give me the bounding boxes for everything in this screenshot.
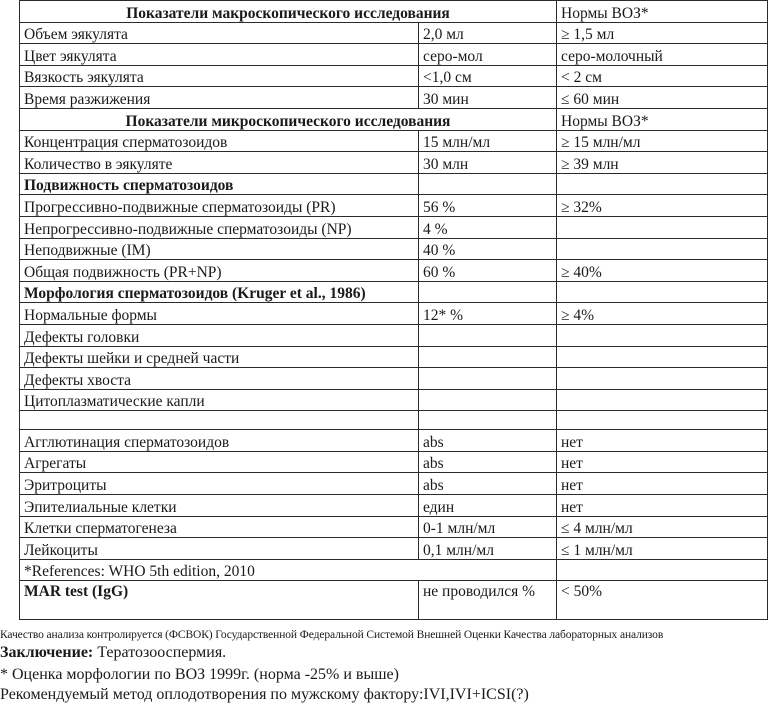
value-cell: <1,0 см: [419, 65, 557, 87]
mar-test-label: MAR test (IgG): [20, 581, 419, 620]
morphology-footnote: * Оценка морфологии по ВОЗ 1999г. (норма -25% и выше): [0, 666, 399, 683]
empty-cell: [419, 411, 557, 430]
param-cell: Агглютинация сперматозоидов: [20, 430, 419, 452]
table-row: [20, 44, 768, 66]
param-cell: Эритроциты: [20, 473, 419, 495]
norm-cell: нет: [557, 495, 768, 517]
norm-cell: ≥ 39 млн: [557, 152, 768, 174]
norm-cell: нет: [557, 451, 768, 473]
references-row: [20, 559, 768, 581]
micro-section-title: Показатели микроскопического исследования: [20, 108, 557, 130]
value-cell: 15 млн/мл: [419, 130, 557, 152]
table-row: [20, 22, 768, 44]
norm-cell: [557, 346, 768, 368]
morphology-subheader-row: [20, 281, 768, 303]
empty-cell: [20, 411, 419, 430]
norm-cell: ≥ 15 млн/мл: [557, 130, 768, 152]
param-cell: Концентрация сперматозоидов: [20, 130, 419, 152]
param-cell: Общая подвижность (PR+NP): [20, 260, 419, 282]
quality-control-note: Качество анализа контролируется (ФСВОК) Государственной Федеральной Системой Внешней Оценки Качества лабораторных анализов: [0, 629, 664, 641]
table-row: [20, 87, 768, 109]
value-cell: 60 %: [419, 260, 557, 282]
table-row: [20, 65, 768, 87]
norm-cell: серо-молочный: [557, 44, 768, 66]
table-row: [20, 473, 768, 495]
table-row: [20, 430, 768, 452]
table-row: [20, 495, 768, 517]
norm-cell: [557, 216, 768, 238]
norm-cell: ≤ 60 мин: [557, 87, 768, 109]
param-cell: Агрегаты: [20, 451, 419, 473]
micro-header-row: [20, 108, 768, 130]
param-cell: Объем эякулята: [20, 22, 419, 44]
value-cell: [419, 389, 557, 411]
table-row: [20, 451, 768, 473]
norm-cell: ≤ 4 млн/мл: [557, 516, 768, 538]
param-cell: Неподвижные (IM): [20, 238, 419, 260]
table-row: [20, 195, 768, 217]
value-cell: 0-1 млн/мл: [419, 516, 557, 538]
value-cell: [419, 324, 557, 346]
norm-cell: ≥ 32%: [557, 195, 768, 217]
recommended-method: Рекомендуемый метод оплодотворения по мужскому фактору:IVI,IVI+ICSI(?): [0, 686, 529, 703]
table-row: [20, 260, 768, 282]
macro-header-row: [20, 1, 768, 23]
mar-test-value: не проводился %: [419, 581, 557, 620]
value-cell: 30 млн: [419, 152, 557, 174]
results-table: [19, 0, 768, 620]
value-cell: 4 %: [419, 216, 557, 238]
norm-cell: ≤ 1 млн/мл: [557, 538, 768, 560]
norm-cell: [557, 238, 768, 260]
value-cell: [419, 346, 557, 368]
value-cell: abs: [419, 451, 557, 473]
value-cell: 56 %: [419, 195, 557, 217]
value-cell: 2,0 мл: [419, 22, 557, 44]
norm-cell: < 2 см: [557, 65, 768, 87]
norm-cell: ≥ 1,5 мл: [557, 22, 768, 44]
table-row: [20, 516, 768, 538]
value-cell: 40 %: [419, 238, 557, 260]
empty-cell: [557, 281, 768, 303]
table-row: [20, 538, 768, 560]
param-cell: Клетки сперматогенеза: [20, 516, 419, 538]
table-row: [20, 238, 768, 260]
param-cell: Дефекты хвоста: [20, 368, 419, 390]
table-row: [20, 303, 768, 325]
param-cell: Дефекты головки: [20, 324, 419, 346]
norm-cell: ≥ 4%: [557, 303, 768, 325]
param-cell: Цитоплазматические капли: [20, 389, 419, 411]
param-cell: Количество в эякуляте: [20, 152, 419, 174]
empty-cell: [419, 173, 557, 195]
value-cell: един: [419, 495, 557, 517]
mar-test-row: [20, 581, 768, 620]
references-note: *References: WHO 5th edition, 2010: [20, 559, 557, 581]
macro-norm-header: Нормы ВОЗ*: [557, 1, 768, 23]
table-row: [20, 368, 768, 390]
table-row: [20, 216, 768, 238]
norm-cell: [557, 368, 768, 390]
empty-cell: [419, 281, 557, 303]
param-cell: Дефекты шейки и средней части: [20, 346, 419, 368]
value-cell: abs: [419, 473, 557, 495]
value-cell: серо-мол: [419, 44, 557, 66]
table-row: [20, 152, 768, 174]
param-cell: Лейкоциты: [20, 538, 419, 560]
motility-subheader-row: [20, 173, 768, 195]
spacer-row: [20, 411, 768, 430]
value-cell: 12* %: [419, 303, 557, 325]
table-row: [20, 389, 768, 411]
value-cell: [419, 368, 557, 390]
param-cell: Цвет эякулята: [20, 44, 419, 66]
conclusion: [0, 644, 770, 662]
norm-cell: [557, 324, 768, 346]
param-cell: Время разжижения: [20, 87, 419, 109]
motility-section-title: Подвижность сперматозоидов: [20, 173, 419, 195]
value-cell: abs: [419, 430, 557, 452]
param-cell: Нормальные формы: [20, 303, 419, 325]
value-cell: 30 мин: [419, 87, 557, 109]
table-row: [20, 130, 768, 152]
param-cell: Прогрессивно-подвижные сперматозоиды (PR): [20, 195, 419, 217]
norm-cell: ≥ 40%: [557, 260, 768, 282]
value-cell: 0,1 млн/мл: [419, 538, 557, 560]
empty-cell: [557, 411, 768, 430]
norm-cell: нет: [557, 473, 768, 495]
table-row: [20, 346, 768, 368]
macro-section-title: Показатели макроскопического исследования: [20, 1, 557, 23]
norm-cell: [557, 389, 768, 411]
param-cell: Вязкость эякулята: [20, 65, 419, 87]
norm-cell: нет: [557, 430, 768, 452]
morphology-section-title: Морфология сперматозоидов (Kruger et al., 1986): [20, 281, 419, 303]
param-cell: Непрогрессивно-подвижные сперматозоиды (NP): [20, 216, 419, 238]
empty-cell: [557, 173, 768, 195]
mar-test-norm: < 50%: [557, 581, 768, 620]
conclusion-text: Тератозооспермия.: [93, 644, 227, 661]
param-cell: Эпителиальные клетки: [20, 495, 419, 517]
conclusion-label: Заключение:: [0, 644, 94, 661]
table-row: [20, 324, 768, 346]
empty-cell: [557, 559, 768, 581]
micro-norm-header: Нормы ВОЗ*: [557, 108, 768, 130]
